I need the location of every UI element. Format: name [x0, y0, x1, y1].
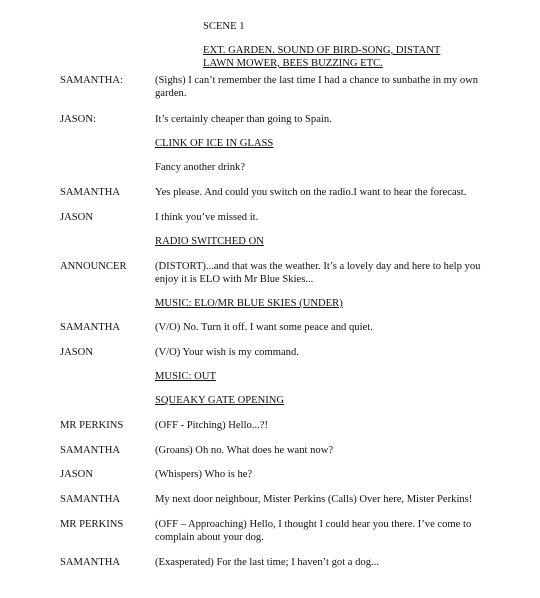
dialogue-text: Yes please. And could you switch on the radio.I want to hear the forecast. — [155, 187, 467, 198]
character-cue: MR PERKINS — [60, 519, 124, 530]
dialogue-text: (Whispers) Who is he? — [155, 469, 253, 480]
character-cue: JASON: — [60, 114, 96, 125]
character-cue: ANNOUNCER — [60, 261, 127, 272]
sound-direction: SQUEAKY GATE OPENING — [155, 395, 285, 406]
sound-direction: CLINK OF ICE IN GLASS — [155, 138, 274, 149]
character-cue: SAMANTHA: — [60, 75, 123, 86]
character-cue: SAMANTHA — [60, 445, 121, 456]
character-cue: JASON — [60, 469, 93, 480]
character-cue: SAMANTHA — [60, 557, 121, 568]
dialogue-text: (V/O) No. Turn it off. I want some peace and quiet. — [155, 322, 373, 333]
dialogue-continuation: Fancy another drink? — [155, 162, 246, 173]
dialogue-text: (OFF – Approaching) Hello, I thought I could hear you there. I’ve come to complain about your dog. — [155, 519, 472, 543]
character-cue: JASON — [60, 347, 93, 358]
character-cue: SAMANTHA — [60, 322, 121, 333]
dialogue-text: (OFF - Pitching) Hello...?! — [155, 420, 268, 431]
sound-direction: RADIO SWITCHED ON — [155, 236, 264, 247]
scene-number: SCENE 1 — [203, 21, 245, 32]
dialogue-text: (Exasperated) For the last time; I haven’t got a dog... — [155, 557, 379, 568]
dialogue-text: My next door neighbour, Mister Perkins (Calls) Over here, Mister Perkins! — [155, 494, 473, 505]
dialogue-text: (Sighs) I can’t remember the last time I had a chance to sunbathe in my own garden. — [155, 75, 479, 99]
character-cue: SAMANTHA — [60, 494, 121, 505]
dialogue-text: It’s certainly cheaper than going to Spain. — [155, 114, 332, 125]
dialogue-text: (Groans) Oh no. What does he want now? — [155, 445, 334, 456]
music-direction: MUSIC: ELO/MR BLUE SKIES (UNDER) — [155, 298, 343, 309]
scene-heading: EXT. GARDEN. SOUND OF BIRD-SONG, DISTANT LAWN MOWER, BEES BUZZING ETC. — [203, 45, 441, 69]
dialogue-text: I think you’ve missed it. — [155, 212, 259, 223]
dialogue-text: (DISTORT)...and that was the weather. It’s a lovely day and here to help you enjoy it is ELO with Mr Blue Skies... — [155, 261, 481, 285]
dialogue-text: (V/O) Your wish is my command. — [155, 347, 299, 358]
music-direction: MUSIC: OUT — [155, 371, 216, 382]
character-cue: SAMANTHA — [60, 187, 121, 198]
character-cue: JASON — [60, 212, 93, 223]
character-cue: MR PERKINS — [60, 420, 124, 431]
